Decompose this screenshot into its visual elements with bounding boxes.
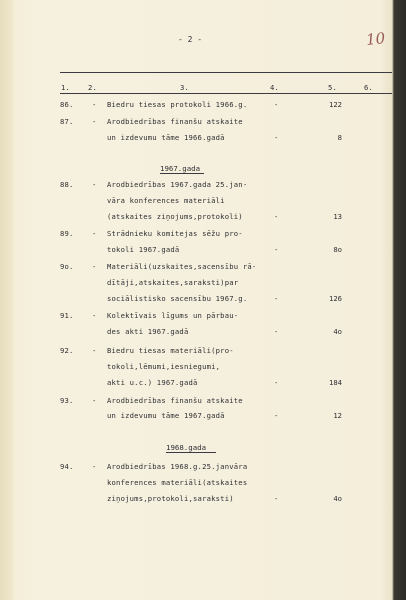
entry-title-line: sociālistisko sacensību 1967.g.	[107, 294, 248, 303]
handwritten-page-number: 10	[365, 29, 386, 49]
entry-title-line: (atskaites ziņojums,protokoli)	[107, 212, 243, 221]
entry-title-line: Materiāli(uzskaites,sacensību rā-	[107, 262, 257, 271]
entry-title-line: dītāji,atskaites,saraksti)par	[107, 278, 239, 287]
header-rule-top	[60, 72, 392, 73]
entry-number: 87.	[60, 117, 74, 126]
entry-mid-dash: -	[274, 100, 279, 109]
column-header-3: 3.	[180, 83, 190, 92]
entry-title-line: des akti 1967.gadā	[107, 327, 189, 336]
column-header-4: 4.	[270, 83, 280, 92]
entry-title-line: Strādnieku komitejas sēžu pro-	[107, 229, 243, 238]
entry-dash: -	[92, 180, 97, 189]
entry-title-line: vāra konferences materiāli	[107, 196, 225, 205]
entry-title-line: Arodbiedrības finanšu atskaite	[107, 117, 243, 126]
entry-number: 9o.	[60, 262, 74, 271]
entry-number: 91.	[60, 311, 74, 320]
entry-sheet-count: 184	[329, 378, 342, 387]
header-rule-bottom	[60, 93, 392, 94]
entry-title-line: un izdevumu tāme 1967.gadā	[107, 411, 225, 420]
entry-title-line: konferences materiāli(atskaites	[107, 478, 248, 487]
entry-mid-dash: -	[274, 245, 279, 254]
entry-dash: -	[92, 262, 97, 271]
entry-title-line: tokoli 1967.gadā	[107, 245, 180, 254]
entry-mid-dash: -	[274, 133, 279, 142]
entry-number: 92.	[60, 346, 74, 355]
entry-sheet-count: 126	[329, 294, 342, 303]
entry-mid-dash: -	[274, 327, 279, 336]
entry-number: 89.	[60, 229, 74, 238]
year-heading-1968: 1968.gada	[166, 443, 207, 452]
entry-dash: -	[92, 311, 97, 320]
entry-mid-dash: -	[274, 411, 279, 420]
year-underline	[166, 452, 216, 453]
entry-title-line: Arodbiedrības 1968.g.25.janvāra	[107, 462, 248, 471]
entry-title-line: akti u.c.) 1967.gadā	[107, 378, 198, 387]
page-number: - 2 -	[178, 35, 203, 44]
entry-title-line: Biedru tiesas materiāli(pro-	[107, 346, 234, 355]
column-header-1: 1.	[61, 83, 71, 92]
entry-title-line: Kolektīvais līgums un pārbau-	[107, 311, 239, 320]
entry-number: 88.	[60, 180, 74, 189]
entry-number: 93.	[60, 396, 74, 405]
entry-mid-dash: -	[274, 212, 279, 221]
column-header-6: 6.	[364, 83, 374, 92]
entry-mid-dash: -	[274, 494, 279, 503]
entry-number: 86.	[60, 100, 74, 109]
entry-sheet-count: 4o	[333, 327, 342, 336]
entry-dash: -	[92, 396, 97, 405]
entry-dash: -	[92, 100, 97, 109]
entry-dash: -	[92, 229, 97, 238]
entry-sheet-count: 122	[329, 100, 342, 109]
entry-dash: -	[92, 346, 97, 355]
entry-title-line: tokoli,lēmumi,iesniegumi,	[107, 362, 221, 371]
entry-sheet-count: 4o	[333, 494, 342, 503]
entry-title-line: Arodbiedrības 1967.gada 25.jan-	[107, 180, 248, 189]
page-edge-shadow	[0, 0, 12, 600]
year-heading-1967: 1967.gada	[160, 164, 201, 173]
column-header-5: 5.	[328, 83, 338, 92]
entry-title-line: Biedru tiesas protokoli 1966.g.	[107, 100, 248, 109]
year-underline	[160, 173, 204, 174]
entry-title-line: Arodbiedrības finanšu atskaite	[107, 396, 243, 405]
entry-title-line: ziņojums,protokoli,saraksti)	[107, 494, 234, 503]
entry-dash: -	[92, 117, 97, 126]
entry-sheet-count: 13	[333, 212, 342, 221]
column-header-2: 2.	[88, 83, 98, 92]
entry-sheet-count: 8	[337, 133, 342, 142]
entry-sheet-count: 12	[333, 411, 342, 420]
entry-mid-dash: -	[274, 294, 279, 303]
entry-mid-dash: -	[274, 378, 279, 387]
entry-title-line: un izdevumu tāme 1966.gadā	[107, 133, 225, 142]
entry-dash: -	[92, 462, 97, 471]
entry-sheet-count: 8o	[333, 245, 342, 254]
entry-number: 94.	[60, 462, 74, 471]
